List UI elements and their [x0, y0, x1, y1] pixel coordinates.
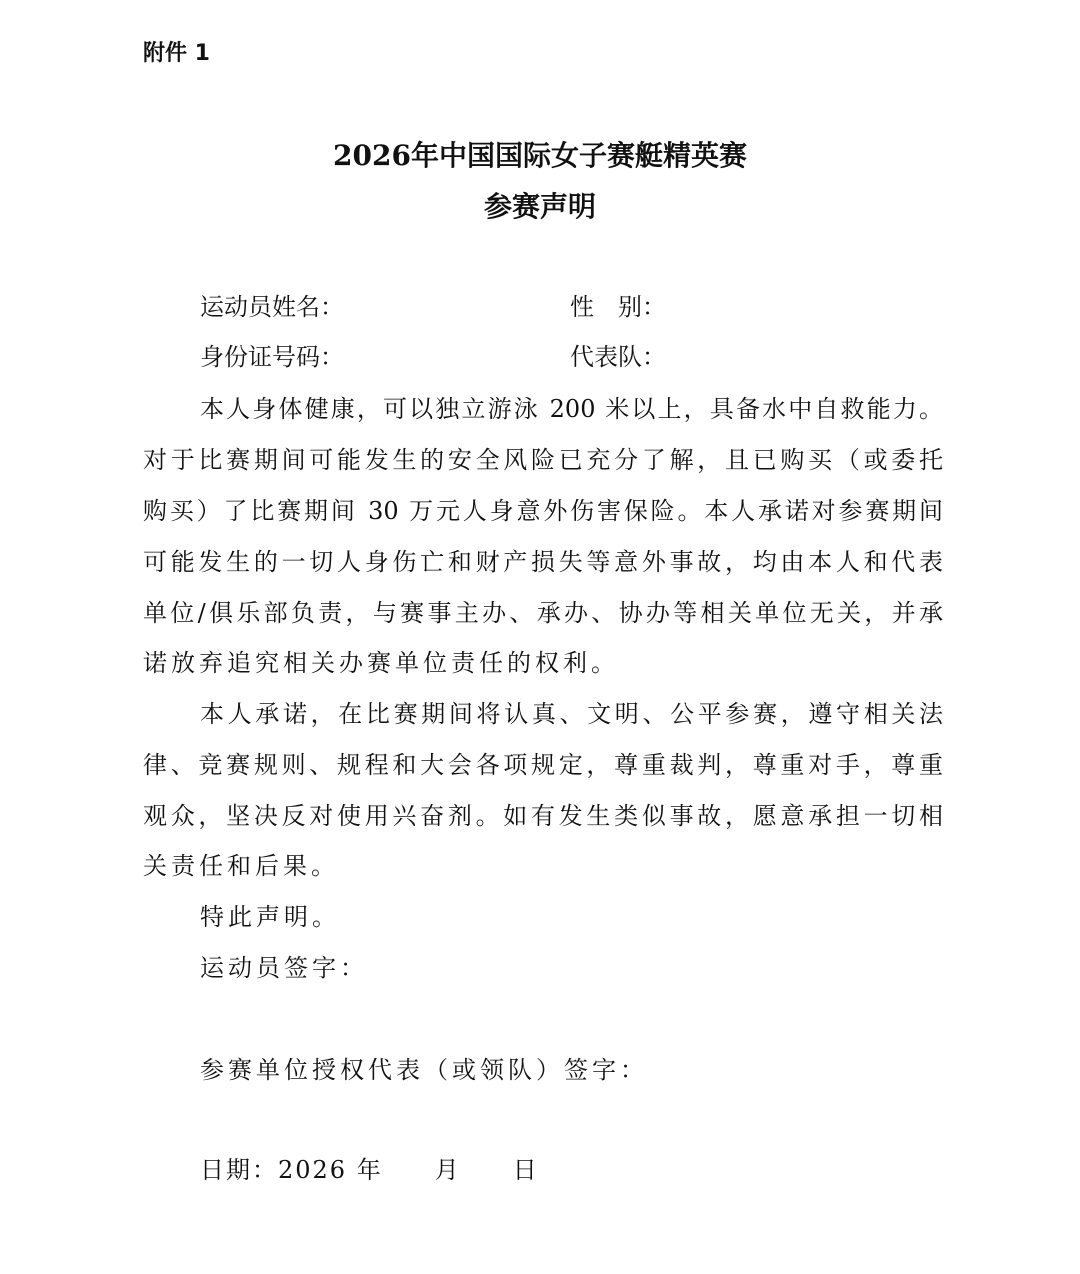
paragraph-line: 关责任和后果。: [143, 852, 339, 880]
paragraph-line: 律、竞赛规则、规程和大会各项规定，尊重裁判，尊重对手，尊重: [143, 751, 943, 779]
attachment-label: 附件 1: [143, 41, 210, 66]
athlete-signature-label: 运动员签字：: [200, 954, 368, 982]
date-line: 日期：2026 年 月 日: [200, 1156, 539, 1184]
paragraph-line: 观众，坚决反对使用兴奋剂。如有发生类似事故，愿意承担一切相: [143, 802, 943, 830]
athlete-name-label: 运动员姓名：: [200, 293, 344, 321]
paragraph-line: 单位/俱乐部负责，与赛事主办、承办、协办等相关单位无关，并承: [143, 599, 943, 627]
document-title: 2026年中国国际女子赛艇精英赛: [333, 139, 747, 172]
paragraph-line: 可能发生的一切人身伤亡和财产损失等意外事故，均由本人和代表: [143, 548, 943, 576]
paragraph-line: 购买）了比赛期间 30 万元人身意外伤害保险。本人承诺对参赛期间: [143, 497, 943, 525]
declaration: 特此声明。: [200, 903, 340, 931]
id-number-label: 身份证号码：: [200, 343, 344, 371]
paragraph-line: 本人身体健康，可以独立游泳 200 米以上，具备水中自救能力。: [200, 395, 943, 423]
gender-label: 性 别：: [570, 293, 666, 321]
representative-signature-label: 参赛单位授权代表（或领队）签字：: [200, 1056, 648, 1084]
document-subtitle: 参赛声明: [483, 190, 596, 223]
paragraph-line: 本人承诺，在比赛期间将认真、文明、公平参赛，遵守相关法: [200, 700, 943, 728]
paragraph-line: 诺放弃追究相关办赛单位责任的权利。: [143, 649, 619, 677]
team-label: 代表队：: [570, 343, 666, 371]
paragraph-line: 对于比赛期间可能发生的安全风险已充分了解，且已购买（或委托: [143, 446, 943, 474]
